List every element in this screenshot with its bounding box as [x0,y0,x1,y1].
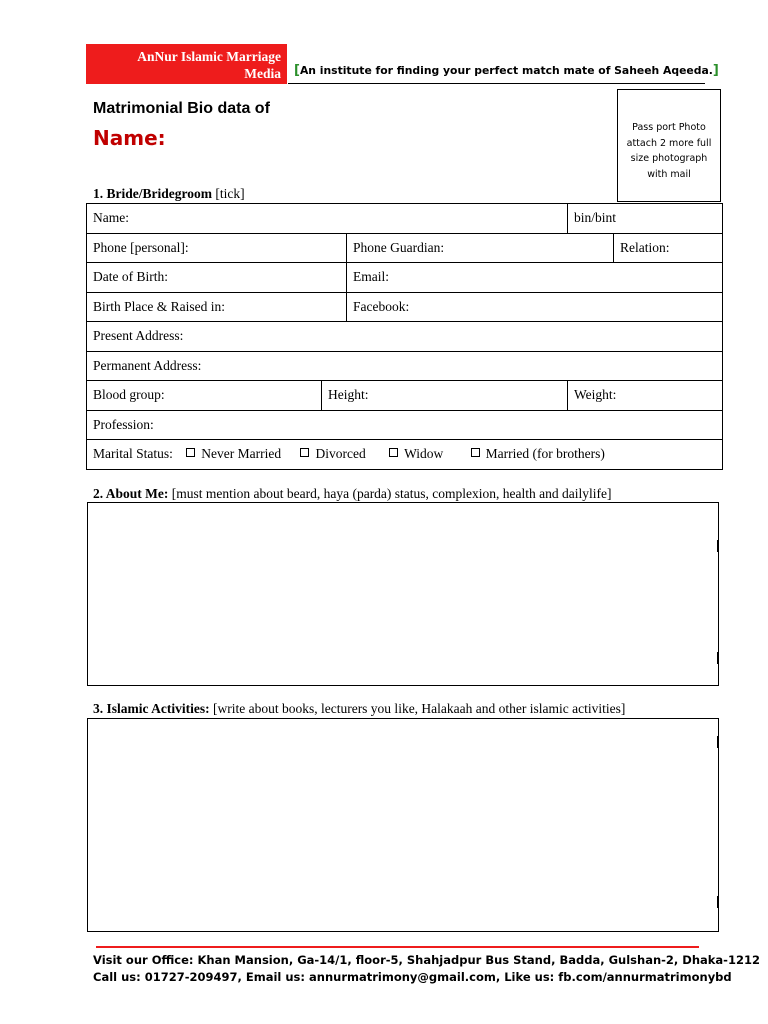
brand-box [86,44,287,84]
footer-contact: Call us: 01727-209497, Email us: annurmatrimony@gmail.com, Like us: fb.com/annurmatrimonybd [93,970,732,984]
permanent-address-label: Permanent Address: [93,357,202,373]
profession-field[interactable] [87,410,723,440]
checkbox-divorced[interactable] [300,448,309,457]
table-row [87,440,723,470]
bin-bint-label: bin/bint [574,210,617,226]
footer-rule [96,946,699,948]
weight-label: Weight: [574,387,617,403]
section2-heading [93,486,612,502]
phone-guardian-label: Phone Guardian: [353,239,445,255]
photo-box-line3: size photograph [630,153,708,164]
blood-group-field[interactable] [87,381,322,411]
table-row [87,263,723,293]
section1-title: 1. Bride/Bridegroom [93,186,212,201]
tagline [294,63,719,78]
birth-place-field[interactable] [87,292,347,322]
section3-note: [write about books, lecturers you like, Halakaah and other islamic activities] [209,701,626,716]
dob-field[interactable] [87,263,347,293]
relation-label: Relation: [620,239,670,255]
tagline-close-bracket: ] [712,63,719,78]
bio-data-table [86,203,723,470]
section1-heading [93,186,245,202]
tagline-open-bracket: [ [294,63,300,78]
option-never-married: Never Married [201,446,282,462]
section2-note: [must mention about beard, haya (parda) status, complexion, health and dailylife] [168,486,612,501]
table-row [87,233,723,263]
dob-label: Date of Birth: [93,269,168,285]
relation-field[interactable] [614,233,723,263]
textbox-edge-mark [717,540,719,552]
section3-title: 3. Islamic Activities: [93,701,210,716]
table-row [87,204,723,234]
islamic-activities-textbox[interactable] [87,718,719,932]
brand-name-line1: AnNur Islamic Marriage [137,49,281,64]
textbox-edge-mark [717,736,719,748]
option-widow: Widow [404,446,444,462]
table-row [87,292,723,322]
header-rule [288,83,705,84]
section2-title: 2. About Me: [93,486,169,501]
name-field-label: Name: [93,210,129,226]
section1-note: [tick] [212,186,245,201]
email-field[interactable] [347,263,723,293]
bin-bint-field[interactable] [568,204,723,234]
phone-personal-label: Phone [personal]: [93,239,189,255]
table-row [87,351,723,381]
textbox-edge-mark [717,896,719,908]
email-label: Email: [353,269,389,285]
option-divorced: Divorced [315,446,366,462]
photo-box-line2: attach 2 more full [626,137,712,149]
checkbox-widow[interactable] [389,448,398,457]
phone-guardian-field[interactable] [347,233,614,263]
option-married-for-brothers: Married (for brothers) [485,446,605,462]
marital-status-field [87,440,723,470]
table-row [87,410,723,440]
permanent-address-field[interactable] [87,351,723,381]
passport-photo-box[interactable] [617,89,721,202]
present-address-field[interactable] [87,322,723,352]
profession-label: Profession: [93,416,154,432]
document-title: Matrimonial Bio data of [93,100,270,117]
brand-name-line2: Media [244,66,281,81]
name-label: Name: [93,126,166,150]
blood-group-label: Blood group: [93,387,165,403]
birth-place-label: Birth Place & Raised in: [93,298,225,314]
facebook-label: Facebook: [353,298,410,314]
weight-field[interactable] [568,381,723,411]
phone-personal-field[interactable] [87,233,347,263]
section3-heading [93,701,625,717]
facebook-field[interactable] [347,292,723,322]
height-field[interactable] [322,381,568,411]
photo-box-line1: Pass port Photo [632,122,706,133]
footer-address: Visit our Office: Khan Mansion, Ga-14/1, floor-5, Shahjadpur Bus Stand, Badda, Gulshan-2, Dhaka-1212 [93,953,760,967]
height-label: Height: [328,387,369,403]
present-address-label: Present Address: [93,328,184,344]
textbox-edge-mark [717,652,719,664]
checkbox-never-married[interactable] [186,448,195,457]
name-field[interactable] [87,204,568,234]
checkbox-married-for-brothers[interactable] [471,448,480,457]
table-row [87,381,723,411]
about-me-textbox[interactable] [87,502,719,686]
marital-status-label: Marital Status: [93,446,173,462]
tagline-text: An institute for finding your perfect match mate of Saheeh Aqeeda. [299,64,713,77]
table-row [87,322,723,352]
photo-box-line4: with mail [647,168,691,180]
